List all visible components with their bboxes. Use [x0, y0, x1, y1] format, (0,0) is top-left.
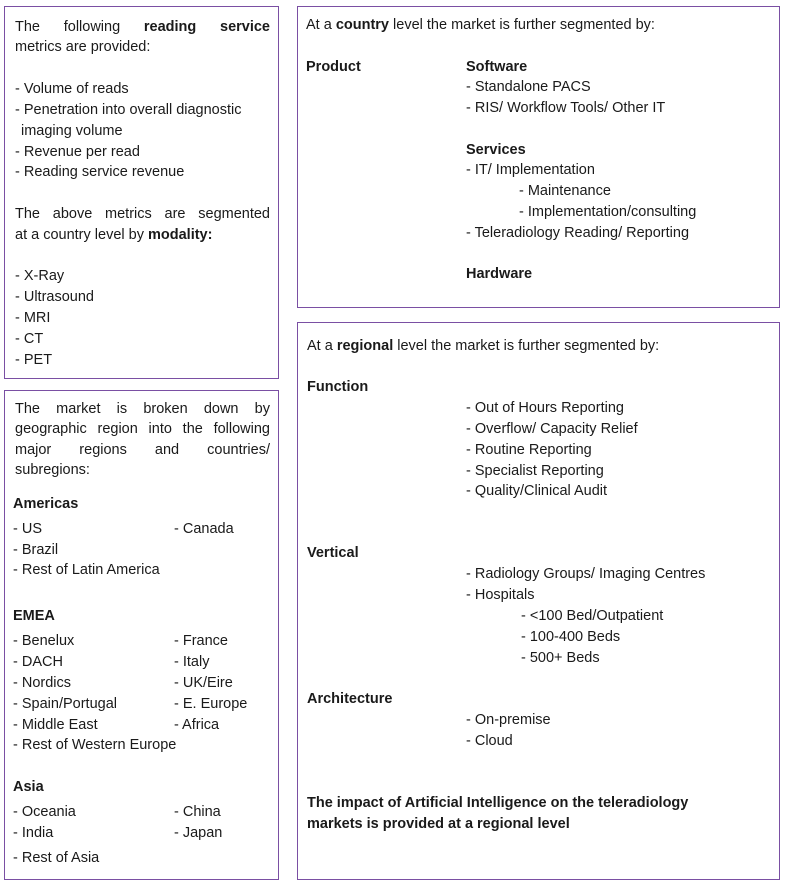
ai-note: The impact of Artificial Intelligence on the teleradiology — [307, 795, 689, 811]
services-item: - IT/ Implementation — [466, 162, 595, 178]
services-item: - Teleradiology Reading/ Reporting — [466, 225, 690, 241]
region-item: - France — [174, 633, 228, 649]
geography-box — [4, 390, 279, 880]
function-label: Function — [307, 379, 369, 395]
region-item: - China — [174, 804, 221, 820]
americas-heading: Americas — [13, 496, 79, 512]
vertical-item: - 100-400 Beds — [521, 629, 621, 645]
metric-item: - Revenue per read — [15, 144, 140, 160]
geo-intro-line: major regions and countries/ — [15, 442, 270, 458]
geo-intro-line: subregions: — [15, 462, 90, 478]
modality-item: - PET — [15, 352, 53, 368]
vertical-item: - 500+ Beds — [521, 650, 600, 666]
reading-intro-line1: The following reading service — [15, 19, 270, 35]
function-item: - Overflow/ Capacity Relief — [466, 421, 638, 437]
reading-metrics-box — [4, 6, 279, 379]
architecture-item: - Cloud — [466, 733, 513, 749]
regional-segmentation-box — [297, 322, 780, 880]
region-item: - UK/Eire — [174, 675, 233, 691]
metric-item: - Penetration into overall diagnostic — [15, 102, 242, 118]
region-item: - Nordics — [13, 675, 72, 691]
services-item: - Implementation/consulting — [519, 204, 697, 220]
vertical-item: - Hospitals — [466, 587, 535, 603]
region-item: - US — [13, 521, 42, 537]
region-item: - Rest of Asia — [13, 850, 100, 866]
reading-intro-line2: metrics are provided: — [15, 39, 151, 55]
geo-intro-line: geographic region into the following — [15, 421, 270, 437]
modality-item: - Ultrasound — [15, 289, 94, 305]
services-label: Services — [466, 142, 526, 158]
region-item: - Canada — [174, 521, 234, 537]
geo-intro-line: The market is broken down by — [15, 401, 270, 417]
region-item: - Middle East — [13, 717, 98, 733]
region-item: - Italy — [174, 654, 210, 670]
ai-note: markets is provided at a regional level — [307, 816, 570, 832]
segmented-line2: at a country level by modality: — [15, 227, 213, 243]
vertical-item: - Radiology Groups/ Imaging Centres — [466, 566, 706, 582]
hardware-label: Hardware — [466, 266, 533, 282]
software-item: - Standalone PACS — [466, 79, 591, 95]
function-item: - Routine Reporting — [466, 442, 592, 458]
region-item: - Japan — [174, 825, 223, 841]
country-segmentation-box — [297, 6, 780, 308]
metric-item: - Volume of reads — [15, 81, 129, 97]
modality-item: - MRI — [15, 310, 51, 326]
region-item: - DACH — [13, 654, 63, 670]
architecture-item: - On-premise — [466, 712, 551, 728]
segmented-line1: The above metrics are segmented — [15, 206, 270, 222]
asia-heading: Asia — [13, 779, 44, 795]
region-item: - Benelux — [13, 633, 75, 649]
vertical-item: - <100 Bed/Outpatient — [521, 608, 664, 624]
region-item: - Oceania — [13, 804, 76, 820]
metric-item: - Reading service revenue — [15, 164, 185, 180]
region-item: - Brazil — [13, 542, 59, 558]
modality-item: - CT — [15, 331, 44, 347]
function-item: - Specialist Reporting — [466, 463, 604, 479]
region-item: - Rest of Western Europe — [13, 737, 177, 753]
regional-heading: At a regional level the market is further segmented by: — [307, 338, 660, 354]
architecture-label: Architecture — [307, 691, 393, 707]
emea-heading: EMEA — [13, 608, 55, 624]
metric-item: imaging volume — [21, 123, 123, 139]
software-item: - RIS/ Workflow Tools/ Other IT — [466, 100, 666, 116]
vertical-label: Vertical — [307, 545, 359, 561]
region-item: - E. Europe — [174, 696, 248, 712]
modality-item: - X-Ray — [15, 268, 65, 284]
region-item: - India — [13, 825, 54, 841]
region-item: - Spain/Portugal — [13, 696, 117, 712]
region-item: - Africa — [174, 717, 220, 733]
region-item: - Rest of Latin America — [13, 562, 160, 578]
function-item: - Out of Hours Reporting — [466, 400, 624, 416]
product-label: Product — [306, 59, 361, 75]
software-label: Software — [466, 59, 528, 75]
services-item: - Maintenance — [519, 183, 611, 199]
function-item: - Quality/Clinical Audit — [466, 483, 608, 499]
country-heading: At a country level the market is further segmented by: — [306, 17, 655, 33]
